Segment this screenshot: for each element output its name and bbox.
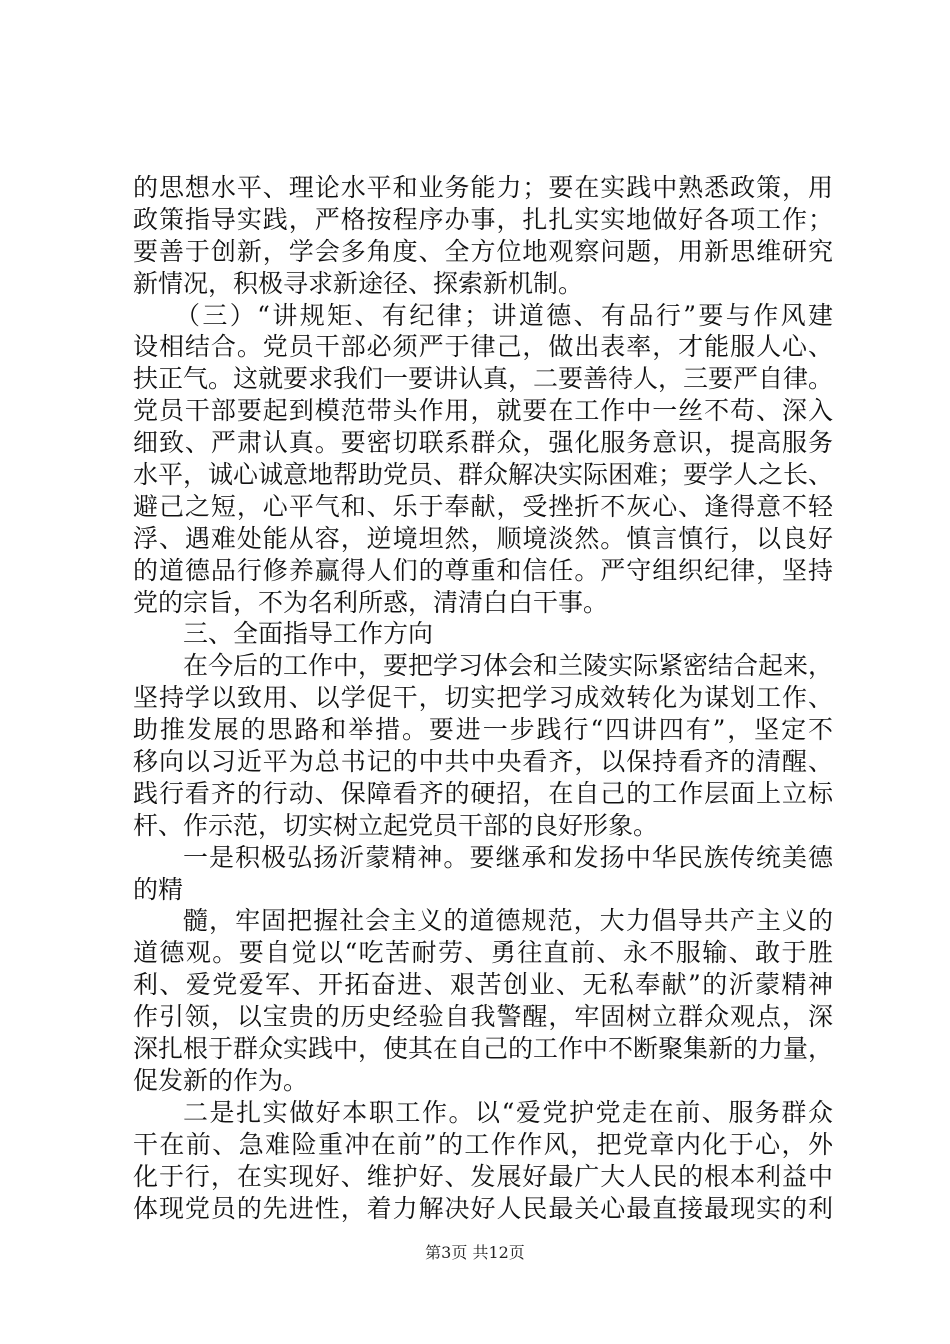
text-line: 践行看齐的行动、保障看齐的硬招，在自己的工作层面上立标 <box>133 778 833 808</box>
text-line: 要善于创新，学会多角度、全方位地观察问题，用新思维研究 <box>133 236 833 266</box>
text-line: 党的宗旨，不为名利所惑，清清白白干事。 <box>133 587 609 617</box>
text-line: 的精 <box>133 874 184 904</box>
text-line: 干在前、急难险重冲在前”的工作作风，把党章内化于心，外 <box>133 1129 833 1159</box>
text-line: 作引领，以宝贵的历史经验自我警醒，牢固树立群众观点，深 <box>133 1002 833 1032</box>
text-line: 浮、遇难处能从容，逆境坦然，顺境淡然。慎言慎行，以良好 <box>133 523 833 553</box>
text-line: 一是积极弘扬沂蒙精神。要继承和发扬中华民族传统美德 <box>183 842 833 872</box>
text-line: 设相结合。党员干部必须严于律己，做出表率，才能服人心、 <box>133 332 833 362</box>
text-line: 在今后的工作中，要把学习体会和兰陵实际紧密结合起来， <box>183 651 833 681</box>
section-heading-line: （三）“讲规矩、有纪律；讲道德、有品行”要与作风建 <box>175 300 833 330</box>
body-text <box>133 172 833 1224</box>
text-line: 政策指导实践，严格按程序办事，扎扎实实地做好各项工作； <box>133 204 833 234</box>
text-line: 细致、严肃认真。要密切联系群众，强化服务意识，提高服务 <box>133 428 833 458</box>
text-line: 体现党员的先进性，着力解决好人民最关心最直接最现实的利 <box>133 1193 833 1223</box>
text-line: 党员干部要起到模范带头作用，就要在工作中一丝不苟、深入 <box>133 396 833 426</box>
text-line: 髓，牢固把握社会主义的道德规范，大力倡导共产主义的 <box>183 906 833 936</box>
text-line: 利、爱党爱军、开拓奋进、艰苦创业、无私奉献”的沂蒙精神 <box>133 970 833 1000</box>
text-line: 避己之短，心平气和、乐于奉献，受挫折不灰心、逢得意不轻 <box>133 491 833 521</box>
text-line: 新情况，积极寻求新途径、探索新机制。 <box>133 268 584 298</box>
text-line: 的道德品行修养赢得人们的尊重和信任。严守组织纪律，坚持 <box>133 555 833 585</box>
text-line: 的思想水平、理论水平和业务能力；要在实践中熟悉政策，用 <box>133 173 833 202</box>
text-line: 促发新的作为。 <box>133 1065 309 1095</box>
text-line: 助推发展的思路和举措。要进一步践行“四讲四有”，坚定不 <box>133 715 833 745</box>
text-line: 化于行，在实现好、维护好、发展好最广大人民的根本利益中 <box>133 1161 833 1191</box>
text-line: 坚持学以致用、以学促干，切实把学习成效转化为谋划工作、 <box>133 683 833 713</box>
text-line: 二是扎实做好本职工作。以“爱党护党走在前、服务群众 <box>183 1097 833 1127</box>
text-line: 水平，诚心诚意地帮助党员、群众解决实际困难；要学人之长、 <box>133 460 833 490</box>
text-line: 杆、作示范，切实树立起党员干部的良好形象。 <box>133 810 659 840</box>
text-line: 道德观。要自觉以“吃苦耐劳、勇往直前、永不服输、敢于胜 <box>133 938 833 968</box>
section-heading: 三、全面指导工作方向 <box>183 619 434 649</box>
text-line: 移向以习近平为总书记的中共中央看齐，以保持看齐的清醒、 <box>133 747 833 777</box>
page-number-footer: 第3页 共12页 <box>425 1243 525 1262</box>
text-line: 扶正气。这就要求我们一要讲认真，二要善待人，三要严自律。 <box>133 364 833 394</box>
text-line: 深扎根于群众实践中，使其在自己的工作中不断聚集新的力量， <box>133 1034 833 1064</box>
